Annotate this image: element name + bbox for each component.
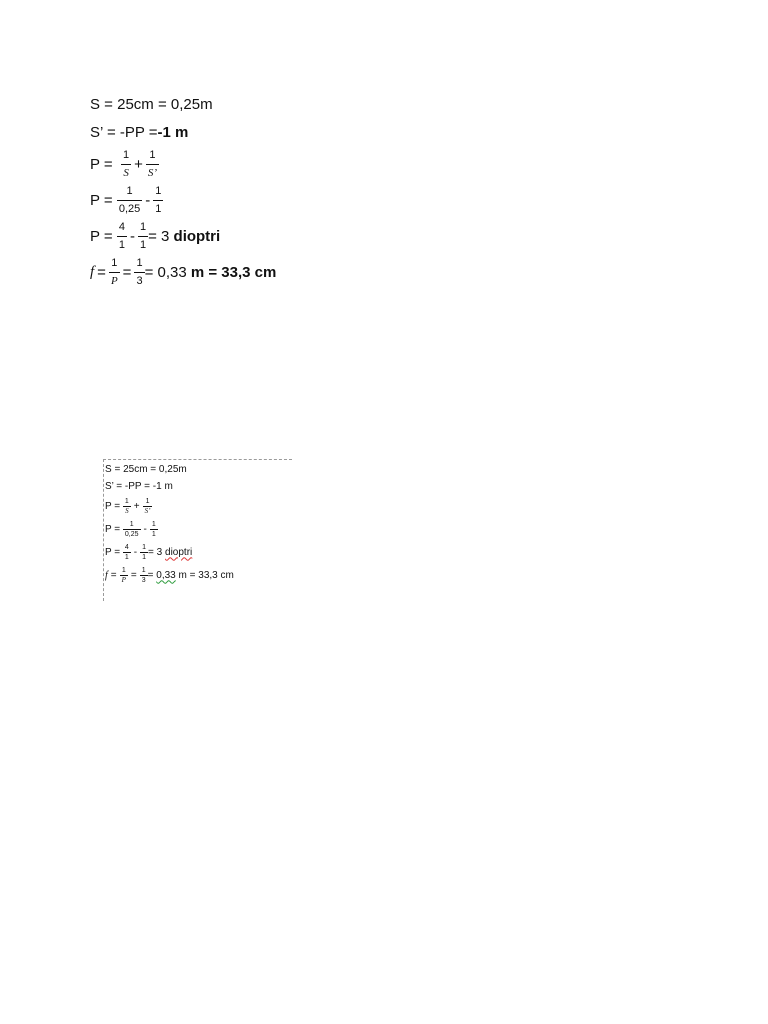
eq-line-5 <box>105 542 292 562</box>
eq-text: S’ = -PP = <box>90 123 158 141</box>
equation-block-copy <box>103 459 292 601</box>
fraction <box>121 150 131 179</box>
numerator: 1 <box>151 520 156 528</box>
eq-text: = <box>147 569 157 581</box>
numerator: 1 <box>129 520 134 528</box>
eq-line-2 <box>105 479 292 493</box>
fraction <box>123 498 131 515</box>
numerator: 1 <box>136 256 143 269</box>
eq-line-3 <box>90 148 276 180</box>
numerator: 1 <box>124 497 129 505</box>
eq-unit: dioptri <box>173 227 221 245</box>
operator: - <box>143 523 147 535</box>
fraction <box>134 258 144 287</box>
eq-line-1 <box>90 92 276 116</box>
eq-variable: f <box>105 569 108 581</box>
eq-lhs: P = <box>105 523 121 535</box>
eq-text: S’ = -PP = -1 m <box>105 480 173 492</box>
denominator: P <box>121 575 126 584</box>
eq-lhs: P = <box>90 155 113 173</box>
eq-lhs: P = <box>90 227 113 245</box>
operator: = <box>110 569 117 581</box>
numerator: 4 <box>118 220 125 233</box>
denominator: 1 <box>117 236 127 251</box>
fraction <box>150 521 158 538</box>
eq-line-4 <box>90 184 276 216</box>
eq-variable: f <box>90 263 95 280</box>
eq-unit-misspelled: dioptri <box>165 546 193 558</box>
operator: = <box>97 263 106 281</box>
denominator: S <box>121 164 131 179</box>
eq-value-flagged: 0,33 <box>156 569 176 581</box>
denominator: 1 <box>124 553 129 561</box>
eq-line-6 <box>90 256 276 288</box>
eq-line-2 <box>90 120 276 144</box>
denominator: P <box>109 272 120 287</box>
denominator: 1 <box>153 200 163 215</box>
denominator: S’ <box>144 506 151 515</box>
fraction <box>123 544 131 561</box>
fraction <box>143 498 153 515</box>
eq-line-4 <box>105 519 292 539</box>
numerator: 1 <box>149 148 156 161</box>
denominator: 3 <box>134 272 144 287</box>
equation-block-main <box>90 92 276 292</box>
eq-text-bold: -1 m <box>157 123 189 141</box>
eq-text: = 3 <box>148 227 174 245</box>
numerator: 1 <box>126 184 133 197</box>
eq-line-1 <box>105 462 292 476</box>
eq-line-3 <box>105 496 292 516</box>
fraction <box>153 186 163 215</box>
denominator: 3 <box>141 576 146 584</box>
denominator: 1 <box>138 236 148 251</box>
eq-text: S = 25cm = 0,25m <box>105 463 187 475</box>
numerator: 1 <box>141 566 146 574</box>
numerator: 1 <box>121 566 126 574</box>
fraction <box>117 186 142 215</box>
denominator: 0,25 <box>117 200 142 215</box>
numerator: 4 <box>124 543 129 551</box>
numerator: 1 <box>155 184 162 197</box>
fraction <box>140 544 148 561</box>
numerator: 1 <box>111 256 118 269</box>
eq-lhs: P = <box>105 546 121 558</box>
fraction <box>117 222 127 251</box>
fraction <box>138 222 148 251</box>
operator: = <box>122 263 132 281</box>
fraction <box>140 567 148 584</box>
eq-text: = 0,33 <box>144 263 191 281</box>
eq-text-bold: m = 33,3 cm <box>190 263 277 281</box>
numerator: 1 <box>142 543 147 551</box>
fraction <box>123 521 141 538</box>
operator: + <box>134 155 143 173</box>
fraction <box>146 150 159 179</box>
fraction <box>109 258 120 287</box>
operator: - <box>145 191 151 209</box>
operator: - <box>129 227 135 245</box>
denominator: 0,25 <box>124 530 139 538</box>
numerator: 1 <box>123 148 130 161</box>
eq-line-6 <box>105 565 292 585</box>
eq-text: = 3 <box>148 546 166 558</box>
denominator: 1 <box>151 530 156 538</box>
numerator: 1 <box>139 220 147 233</box>
eq-line-5 <box>90 220 276 252</box>
eq-text: S = 25cm = 0,25m <box>90 95 213 113</box>
eq-lhs: P = <box>105 500 121 512</box>
denominator: 1 <box>142 553 147 561</box>
numerator: 1 <box>145 497 150 505</box>
denominator: S <box>125 506 129 515</box>
fraction <box>120 567 128 584</box>
operator: = <box>130 569 137 581</box>
operator: + <box>133 500 140 512</box>
eq-lhs: P = <box>90 191 113 209</box>
eq-text: m = 33,3 cm <box>175 569 234 581</box>
denominator: S’ <box>146 164 159 179</box>
operator: - <box>133 546 138 558</box>
